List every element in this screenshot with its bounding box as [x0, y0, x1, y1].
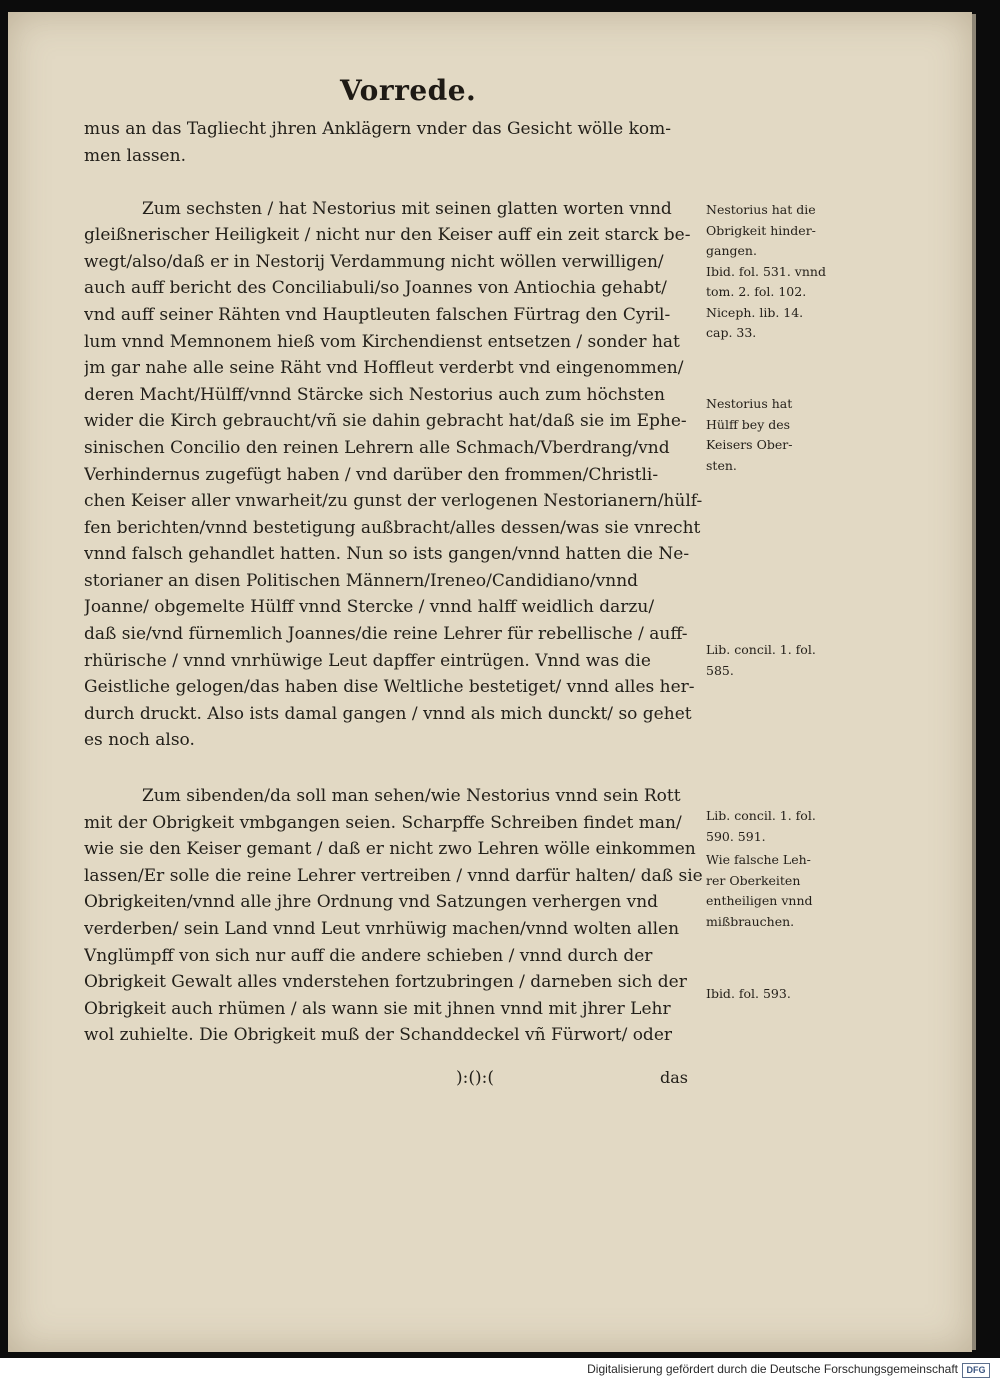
- marginal-note: [706, 850, 854, 932]
- page-edge: [972, 14, 976, 1350]
- marginal-note-line: Ibid. fol. 531. vnnd: [706, 263, 826, 279]
- text-line: auch auff bericht des Conciliabuli/so Joannes von Antiochia gehabt/: [84, 278, 667, 299]
- text-line: storianer an disen Politischen Männern/Ireneo/Candidiano/vnnd: [84, 570, 639, 591]
- text-line: Vnglümpff von sich nur auff die andere schieben / vnnd durch der: [84, 945, 653, 966]
- marginal-note-line: Nestorius hat: [706, 396, 793, 411]
- text-line: wol zuhielte. Die Obrigkeit muß der Schanddeckel vñ Fürwort/ oder: [84, 1025, 673, 1046]
- text-line: Obrigkeit Gewalt alles vnderstehen fortzubringen / darneben sich der: [84, 972, 687, 993]
- marginal-note-line: Niceph. lib. 14.: [706, 304, 804, 320]
- paragraph-gap: [84, 169, 706, 195]
- marginal-note-line: entheiligen vnnd: [706, 893, 813, 908]
- marginal-note-line: Keisers Ober-: [706, 437, 793, 452]
- text-line: durch druckt. Also ists damal gangen / vnnd als mich dunckt/ so gehet: [84, 703, 692, 724]
- text-line: Zum sibenden/da soll man sehen/wie Nestorius vnnd sein Rott: [142, 786, 681, 807]
- text-line: Obrigkeiten/vnnd alle jhre Ordnung vnd Satzungen verhergen vnd: [84, 892, 659, 913]
- running-head: Vorrede.: [340, 74, 477, 107]
- marginal-note-line: mißbrauchen.: [706, 913, 795, 929]
- text-line: lassen/Er solle die reine Lehrer vertreiben / vnnd darfür halten/ daß sie: [84, 865, 703, 886]
- text-line: Verhindernus zugefügt haben / vnd darüber den frommen/Christli-: [84, 464, 659, 485]
- marginal-note-line: gangen.: [706, 243, 757, 258]
- marginal-note-line: Wie falsche Leh-: [706, 852, 811, 867]
- marginal-note-line: 590. 591.: [706, 828, 766, 844]
- signature-mark: ):():(: [456, 1068, 494, 1088]
- footer-bar: [0, 1358, 1000, 1381]
- text-line: Zum sechsten / hat Nestorius mit seinen glatten worten vnnd: [142, 198, 672, 219]
- text-line: fen berichten/vnnd bestetigung außbracht/alles dessen/was sie vnrecht: [84, 517, 701, 538]
- text-line: deren Macht/Hülff/vnnd Stärcke sich Nestorius auch zum höchsten: [84, 384, 665, 405]
- text-line: wegt/also/daß er in Nestorij Verdammung nicht wöllen verwilligen/: [84, 251, 664, 272]
- marginal-note-line: Nestorius hat die: [706, 202, 816, 217]
- marginal-note: [706, 806, 854, 847]
- text-line: daß sie/vnd fürnemlich Joannes/die reine Lehrer für rebellische / auff-: [84, 624, 688, 645]
- dfg-logo: DFG: [962, 1363, 990, 1378]
- marginal-note-line: Lib. concil. 1. fol.: [706, 808, 816, 823]
- text-line: Geistliche gelogen/das haben dise Weltliche bestetiget/ vnnd alles her-: [84, 677, 695, 698]
- text-line: Obrigkeit auch rhümen / als wann sie mit jhnen vnnd mit jhrer Lehr: [84, 998, 671, 1019]
- text-line: mus an das Tagliecht jhren Anklägern vnder das Gesicht wölle kom-: [84, 119, 671, 139]
- text-line: Joanne/ obgemelte Hülff vnnd Stercke / vnnd halff weidlich darzu/: [84, 597, 655, 618]
- catchword: das: [660, 1068, 688, 1087]
- text-line: mit der Obrigkeit vmbgangen seien. Scharpffe Schreiben findet man/: [84, 812, 682, 833]
- text-line: jm gar nahe alle seine Räht vnd Hoffleut verderbt vnd eingenommen/: [84, 358, 684, 379]
- marginal-note-line: 585.: [706, 662, 734, 678]
- paragraph-gap: [84, 754, 706, 783]
- marginal-note: [706, 200, 854, 344]
- text-line: gleißnerischer Heiligkeit / nicht nur den Keiser auff ein zeit starck be-: [84, 225, 691, 246]
- marginal-note: [706, 984, 854, 1005]
- text-line: verderben/ sein Land vnnd Leut vnrhüwig machen/vnnd wolten allen: [84, 919, 680, 940]
- text-line: men lassen.: [84, 145, 186, 166]
- marginal-note-line: Ibid. fol. 593.: [706, 986, 791, 1001]
- marginal-note-line: rer Oberkeiten: [706, 872, 801, 888]
- marginal-note-line: Lib. concil. 1. fol.: [706, 642, 816, 657]
- text-line: wie sie den Keiser gemant / daß er nicht zwo Lehren wölle einkommen: [84, 839, 696, 860]
- funding-credit: Digitalisierung gefördert durch die Deutsche Forschungsgemeinschaft: [587, 1362, 958, 1376]
- marginal-note-line: Hülff bey des: [706, 416, 791, 432]
- marginal-note-line: cap. 33.: [706, 325, 757, 340]
- marginal-note: [706, 394, 854, 476]
- marginal-note-line: sten.: [706, 457, 737, 473]
- text-line: es noch also.: [84, 730, 195, 751]
- text-line: sinischen Concilio den reinen Lehrern alle Schmach/Vberdrang/vnd: [84, 437, 670, 458]
- text-line: lum vnnd Memnonem hieß vom Kirchendienst entsetzen / sonder hat: [84, 331, 680, 352]
- marginal-note: [706, 640, 854, 681]
- text-line: chen Keiser aller vnwarheit/zu gunst der verlogenen Nestorianern/hülf-: [84, 491, 703, 512]
- text-line: vnd auff seiner Rähten vnd Hauptleuten falschen Fürtrag den Cyril-: [84, 304, 671, 325]
- marginal-note-line: tom. 2. fol. 102.: [706, 284, 807, 299]
- text-line: vnnd falsch gehandlet hatten. Nun so ists gangen/vnnd hatten die Ne-: [84, 544, 690, 565]
- text-line: rhürische / vnnd vnrhüwige Leut dapffer eintrügen. Vnnd was die: [84, 650, 651, 671]
- marginal-note-line: Obrigkeit hinder-: [706, 222, 816, 238]
- body-text: [84, 116, 706, 1049]
- text-line: wider die Kirch gebraucht/vñ sie dahin gebracht hat/daß sie im Ephe-: [84, 411, 687, 432]
